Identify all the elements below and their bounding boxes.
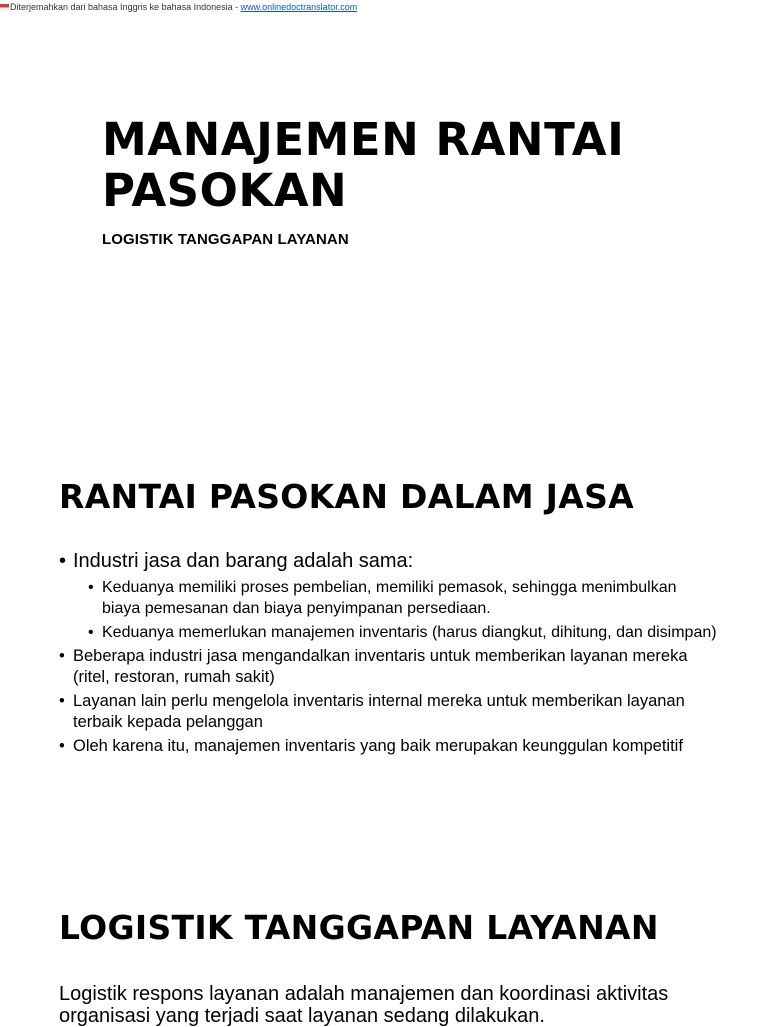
flag-icon [0, 4, 9, 11]
slide-2-bullet-list [59, 548, 719, 757]
bullet-item: • Layanan lain perlu mengelola inventaris internal mereka untuk memberikan layanan terbaik kepada pelanggan [59, 691, 719, 733]
bullet-item: • Beberapa industri jasa mengandalkan inventaris untuk memberikan layanan mereka (ritel, restoran, rumah sakit) [59, 646, 719, 688]
translator-banner-text: Diterjemahkan dari bahasa Inggris ke bahasa Indonesia - [10, 2, 241, 12]
slide-1-title: MANAJEMEN RANTAI PASOKAN [102, 113, 625, 217]
sub-bullet-item: • Keduanya memiliki proses pembelian, memiliki pemasok, sehingga menimbulkan biaya pemesanan dan biaya penyimpanan persediaan. [88, 577, 719, 619]
bullet-item: • Oleh karena itu, manajemen inventaris yang baik merupakan keunggulan kompetitif [59, 736, 719, 757]
translator-link[interactable]: www.onlinedoctranslator.com [240, 2, 358, 12]
translator-banner [0, 2, 357, 12]
slide-1-subtitle: LOGISTIK TANGGAPAN LAYANAN [102, 231, 349, 248]
slide-3-body: Logistik respons layanan adalah manajemen dan koordinasi aktivitas organisasi yang terjadi saat layanan sedang dilakukan. [59, 983, 669, 1027]
slide-2-title: RANTAI PASOKAN DALAM JASA [59, 477, 635, 516]
bullet-item: • Industri jasa dan barang adalah sama: [59, 548, 719, 574]
slide-3-title: LOGISTIK TANGGAPAN LAYANAN [59, 908, 659, 947]
sub-bullet-item: • Keduanya memerlukan manajemen inventaris (harus diangkut, dihitung, dan disimpan) [88, 622, 719, 643]
